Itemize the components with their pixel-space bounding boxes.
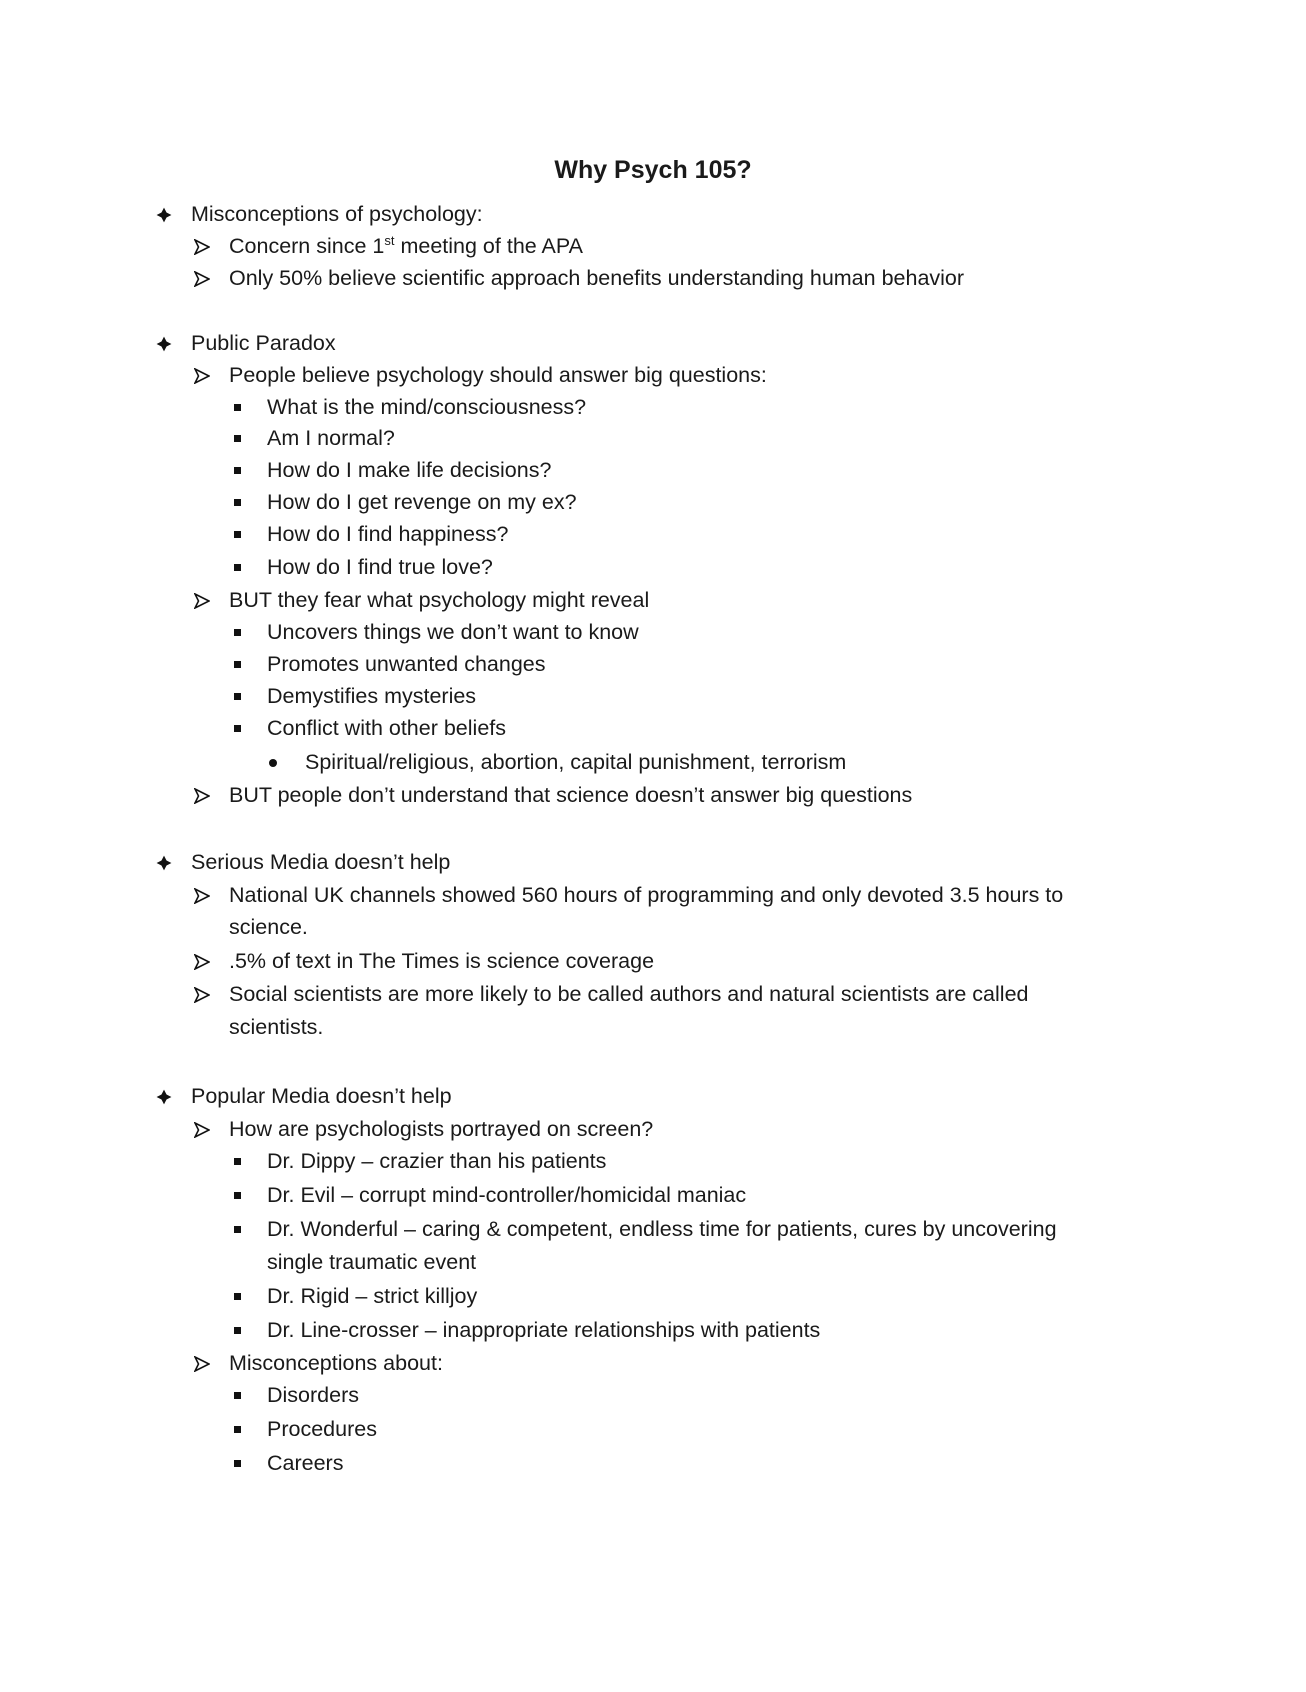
diamond-bullet-icon xyxy=(153,1080,175,1113)
square-bullet-icon xyxy=(230,486,244,519)
page-title: Why Psych 105? xyxy=(554,156,752,184)
square-bullet-icon xyxy=(230,1314,244,1347)
square-bullet-icon xyxy=(230,422,244,455)
diamond-bullet-icon xyxy=(153,846,175,879)
square-bullet-icon xyxy=(230,1145,244,1178)
square-bullet-icon xyxy=(230,518,244,551)
concern-text: Concern since 1 xyxy=(229,234,385,258)
square-bullet-icon xyxy=(230,551,244,584)
square-bullet-icon xyxy=(230,648,244,681)
round-bullet-icon xyxy=(266,746,280,779)
superscript-st: st xyxy=(384,232,395,248)
arrowhead-bullet-icon xyxy=(192,1347,212,1380)
arrowhead-bullet-icon xyxy=(192,978,212,1011)
square-bullet-icon xyxy=(230,1280,244,1313)
diamond-bullet-icon xyxy=(153,327,175,360)
concern-text-rest: meeting of the APA xyxy=(394,234,583,258)
square-bullet-icon xyxy=(230,454,244,487)
arrowhead-bullet-icon xyxy=(192,262,212,295)
square-bullet-icon xyxy=(230,391,244,424)
diamond-bullet-icon xyxy=(153,198,175,231)
square-bullet-icon xyxy=(230,712,244,745)
square-bullet-icon xyxy=(230,1379,244,1412)
arrowhead-bullet-icon xyxy=(192,779,212,812)
arrowhead-bullet-icon xyxy=(192,879,212,912)
square-bullet-icon xyxy=(230,1213,244,1246)
arrowhead-bullet-icon xyxy=(192,359,212,392)
arrowhead-bullet-icon xyxy=(192,584,212,617)
document-page: Why Psych 105? Misconceptions of psychology: Concern since 1st meeting of the APA Only 50% believe scientific approach benefits understanding human behavior Public Paradox People believe psychology should answer big questions: What is the mind/consciousness? Am I normal? How do I make life decisions? How do I get revenge on my ex? How do I find happiness? How do I find true love? BUT they fear what psychology might reveal Uncovers things we don’t want to know Promotes unwanted changes Demystifies mysteries Conflict with other beliefs Spiritual/religious, abortion, capital punishment, terrorism BUT people don’t understand that science doesn’t answer big questions Serious Media doesn’t help National UK channels showed 560 hours of programming and only devoted 3.5 hours to science. .5% of text in The Times is science coverage Social scientists are more likely to be called authors and natural scientists are called scientists. Popular Media doesn’t help How are psychologists portrayed on screen? Dr. Dippy – crazier than his patients Dr. Evil – corrupt mind-controller/homicidal maniac Dr. Wonderful – caring & competent, endless time for patients, cures by uncovering single traumatic event Dr. Rigid – strict killjoy Dr. Line-crosser – inappropriate relationships with patients Misconceptions about: Disorders Procedures Careers xyxy=(0,0,1306,1692)
arrowhead-bullet-icon xyxy=(192,1113,212,1146)
arrowhead-bullet-icon xyxy=(192,230,212,263)
square-bullet-icon xyxy=(230,680,244,713)
square-bullet-icon xyxy=(230,1447,244,1480)
square-bullet-icon xyxy=(230,1413,244,1446)
arrowhead-bullet-icon xyxy=(192,945,212,978)
square-bullet-icon xyxy=(230,616,244,649)
square-bullet-icon xyxy=(230,1179,244,1212)
